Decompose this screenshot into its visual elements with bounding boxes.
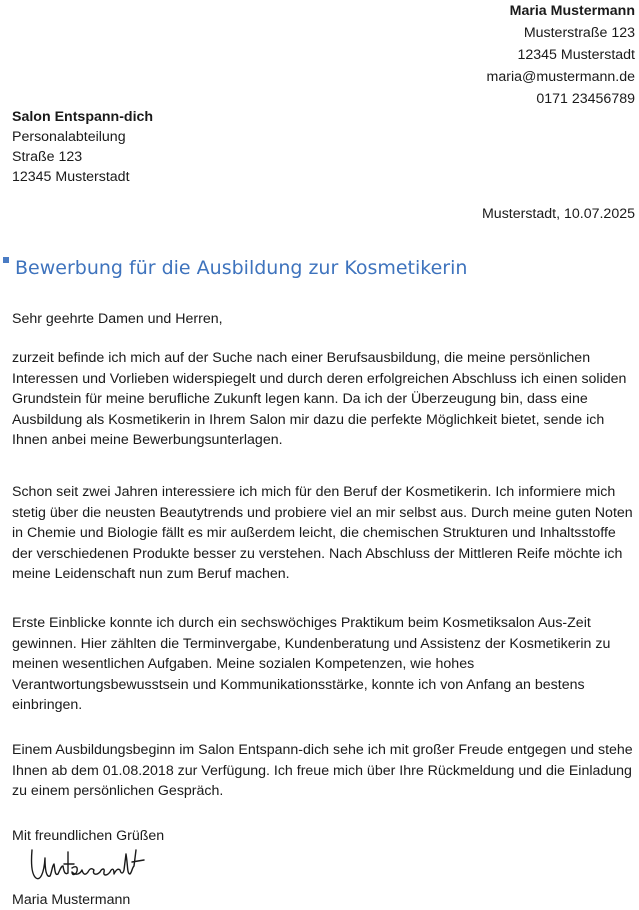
salutation: Sehr geehrte Damen und Herren, [12, 311, 223, 327]
letter-date: Musterstadt, 10.07.2025 [481, 206, 635, 222]
signer-name: Maria Mustermann [12, 892, 131, 908]
sender-email: maria@mustermann.de [486, 69, 635, 85]
sender-phone: 0171 23456789 [536, 91, 635, 107]
subject-text: Bewerbung für die Ausbildung zur Kosmetikerin [15, 257, 468, 279]
paragraph-2: Schon seit zwei Jahren interessiere ich mich für den Beruf der Kosmetikerin. Ich informiere mich stetig über die neusten Beautytrends und probiere viel an mir selbst aus. Durch meine guten Noten in Chemie und Biologie fällt es mir außerdem leicht, die chemischen Strukturen und Inhaltsstoffe der verschiedenen Produkte besser zu verstehen. Nach Abschluss der Mittleren Reife möchte ich meine Leidenschaft nun zum Beruf machen. [12, 484, 633, 582]
sender-street: Musterstraße 123 [523, 25, 635, 41]
recipient-address [12, 107, 153, 187]
paragraph-4: Einem Ausbildungsbeginn im Salon Entspann-dich sehe ich mit großer Freude entgegen und stehe Ihnen ab dem 01.08.2018 zur Verfügung. Ich freue mich über Ihre Rückmeldung und die Einladung zu einem persönlichen Gespräch. [12, 742, 633, 799]
signature-image [28, 844, 146, 890]
closing: Mit freundlichen Grüßen [12, 828, 165, 844]
subject-marker-icon [3, 257, 9, 263]
recipient-department: Personalabteilung [12, 129, 126, 145]
recipient-company: Salon Entspann-dich [12, 109, 154, 125]
sender-name: Maria Mustermann [509, 3, 635, 19]
sender-address [487, 0, 635, 110]
recipient-street: Straße 123 [12, 149, 83, 165]
subject-line [3, 255, 467, 281]
paragraph-3: Erste Einblicke konnte ich durch ein sechswöchiges Praktikum beim Kosmetiksalon Aus-Zeit gewinnen. Hier zählten die Terminvergabe, Kundenberatung und Assistenz der Kosmetikerin zu meinen wesentlichen Aufgaben. Meine sozialen Kompetenzen, wie hohes Verantwortungsbewusstsein und Kommunikationsstärke, konnte ich von Anfang an bestens einbringen. [12, 615, 611, 713]
recipient-city: 12345 Musterstadt [12, 169, 130, 185]
sender-city: 12345 Musterstadt [517, 47, 635, 63]
paragraph-1: zurzeit befinde ich mich auf der Suche nach einer Berufsausbildung, die meine persönlichen Interessen und Vorlieben widerspiegelt und durch deren erfolgreichen Abschluss ich einen soliden Grundstein für meine berufliche Zukunft legen kann. Da ich der Überzeugung bin, dass eine Ausbildung als Kosmetikerin in Ihrem Salon mir dazu die perfekte Möglichkeit bietet, sende ich Ihnen anbei meine Bewerbungsunterlagen. [12, 350, 627, 448]
